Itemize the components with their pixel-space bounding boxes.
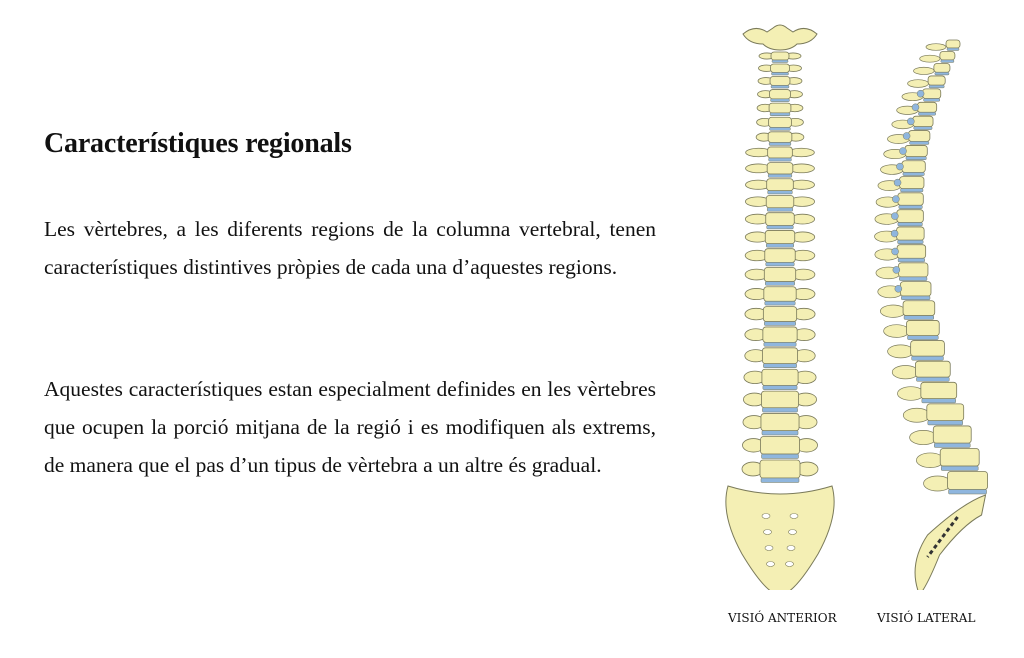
spine-anterior-view (726, 25, 834, 590)
paragraph-intro: Les vèrtebres, a les diferents regions de la columna vertebral, tenen característiques distintives pròpies de cada una d’aquestes regions. (44, 217, 656, 279)
paragraph-detail: Aquestes característiques estan especialment definides en les vèrtebres que ocupen la porció mitjana de la regió i es modifiquen als extrems, de manera que el pas d’un tipus de vèrtebra a un altre és gradual. (44, 377, 656, 477)
spine-illustration (715, 20, 1015, 590)
vertebra-atlas (743, 25, 817, 50)
caption-anterior: VISIÓ ANTERIOR (728, 611, 837, 625)
spine-lateral-view (875, 40, 988, 590)
sacrum (726, 486, 834, 590)
sacrum-lateral (915, 495, 986, 590)
caption-lateral: VISIÓ LATERAL (877, 611, 976, 625)
section-title: Característiques regionals (44, 128, 352, 159)
